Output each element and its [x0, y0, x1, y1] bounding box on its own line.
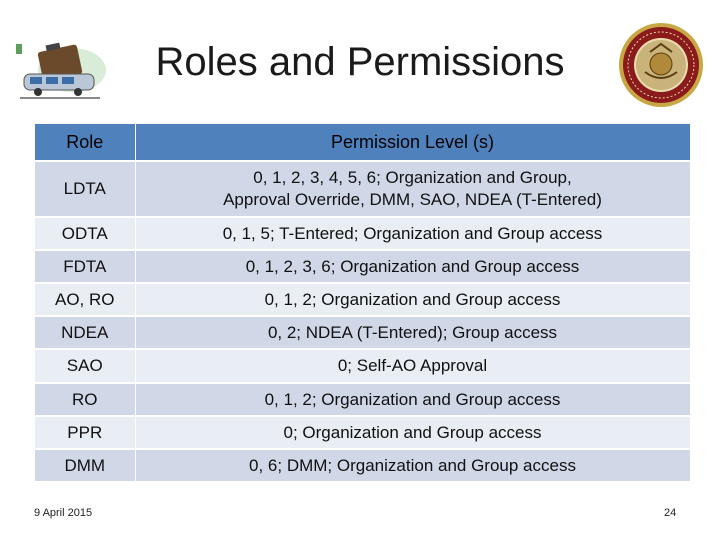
permission-cell: 0, 1, 5; T-Entered; Organization and Group access	[135, 217, 690, 250]
table-row	[35, 161, 690, 217]
table-row	[35, 416, 690, 449]
role-cell: LDTA	[35, 161, 135, 217]
header-role: Role	[35, 124, 135, 161]
role-cell: RO	[35, 383, 135, 416]
permission-cell: 0, 6; DMM; Organization and Group access	[135, 449, 690, 481]
table-row	[35, 449, 690, 481]
permission-cell: 0, 1, 2; Organization and Group access	[135, 283, 690, 316]
role-cell: SAO	[35, 349, 135, 383]
table-row	[35, 283, 690, 316]
header-permission-level: Permission Level (s)	[135, 124, 690, 161]
roles-permissions-table	[35, 124, 691, 481]
table-row	[35, 250, 690, 283]
role-cell: FDTA	[35, 250, 135, 283]
permission-cell: 0; Self-AO Approval	[135, 349, 690, 383]
slide-title: Roles and Permissions	[155, 40, 565, 84]
navy-seal-icon	[618, 22, 704, 108]
role-cell: PPR	[35, 416, 135, 449]
page-number: 24	[664, 507, 677, 519]
table-row	[35, 349, 690, 383]
table-row	[35, 383, 690, 416]
role-cell: DMM	[35, 449, 135, 481]
role-cell: AO, RO	[35, 283, 135, 316]
table-row	[35, 316, 690, 349]
travel-logo-icon	[10, 40, 110, 105]
table-row	[35, 217, 690, 250]
permission-cell	[135, 161, 690, 217]
role-cell: ODTA	[35, 217, 135, 250]
roles-table-container	[35, 124, 690, 492]
permission-cell: 0, 2; NDEA (T-Entered); Group access	[135, 316, 690, 349]
permission-line: 0, 1, 2, 3, 4, 5, 6; Organization and Group,	[253, 168, 572, 187]
role-cell: NDEA	[35, 316, 135, 349]
permission-cell: 0; Organization and Group access	[135, 416, 690, 449]
footer-date: 9 April 2015	[34, 507, 93, 519]
permission-cell: 0, 1, 2; Organization and Group access	[135, 383, 690, 416]
permission-line: Approval Override, DMM, SAO, NDEA (T-Entered)	[223, 190, 602, 209]
table-header-row	[35, 124, 690, 161]
permission-cell: 0, 1, 2, 3, 6; Organization and Group access	[135, 250, 690, 283]
